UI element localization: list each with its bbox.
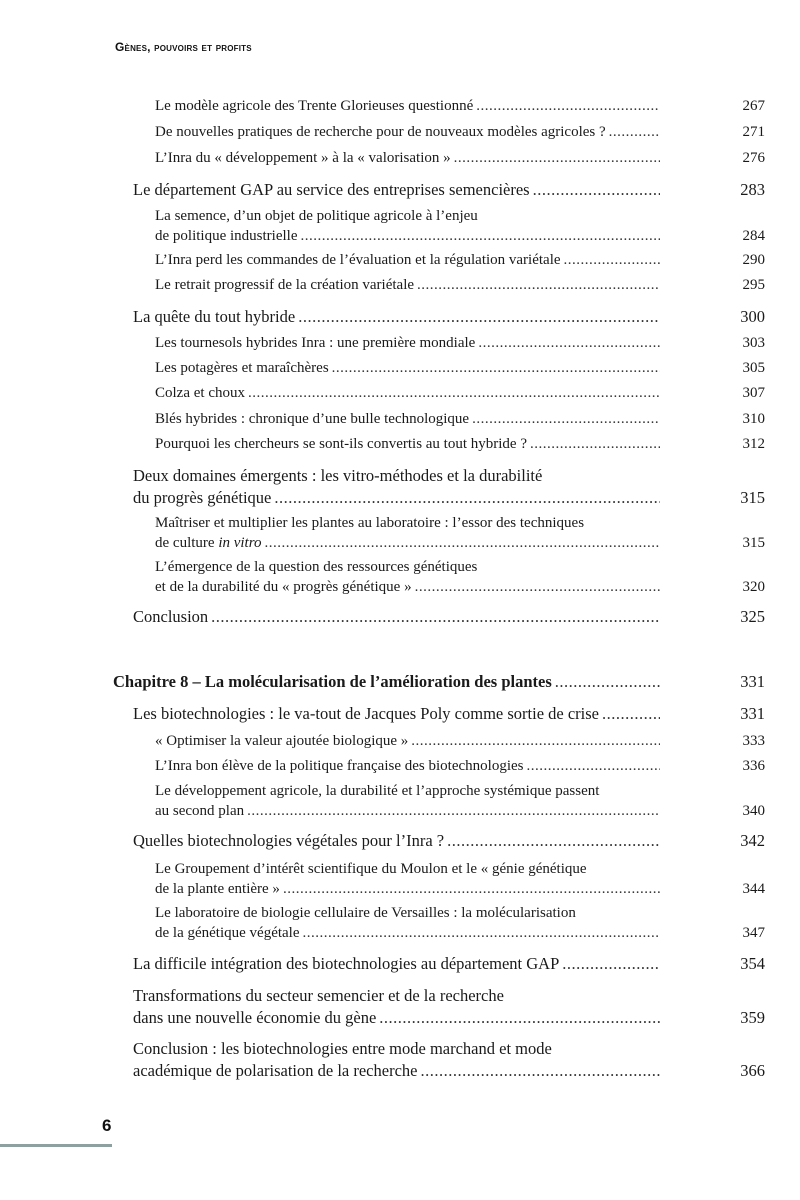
toc-entry-title-line: La difficile intégration des biotechnologies au département GAP [133, 954, 560, 973]
toc-page-number: 312 [742, 436, 765, 452]
toc-entry-title-line: Conclusion [133, 607, 209, 626]
toc-page-number: 284 [742, 228, 765, 244]
dot-leader [303, 923, 660, 943]
toc-page-number: 300 [740, 307, 765, 326]
toc-page-number: 344 [742, 881, 765, 897]
toc-entry-title-line: Le retrait progressif de la création variétale [155, 277, 415, 293]
toc-entry-title-line: Les potagères et maraîchères [155, 360, 329, 376]
dot-leader [526, 756, 660, 776]
toc-page-number: 359 [740, 1008, 765, 1027]
toc-entry-title-line: L’Inra bon élève de la politique française des biotechnologies [155, 758, 524, 774]
toc-page-number: 276 [742, 150, 765, 166]
toc-entry [155, 275, 765, 295]
toc-page-number: 336 [742, 758, 765, 774]
toc-entry [155, 250, 765, 270]
toc-entry-title-line: Conclusion : les biotechnologies entre mode marchand et mode [133, 1039, 552, 1058]
toc-entry-title-line: Quelles biotechnologies végétales pour l’Inra ? [133, 831, 445, 850]
toc-entry [133, 953, 765, 975]
dot-leader [533, 179, 660, 201]
toc-entry [155, 358, 765, 378]
toc-entry [155, 409, 765, 429]
toc-page-number: 307 [742, 385, 765, 401]
dot-leader [211, 606, 660, 628]
toc-entry-title-line: De nouvelles pratiques de recherche pour de nouveaux modèles agricoles ? [155, 124, 606, 140]
dot-leader [332, 358, 660, 378]
toc-entry [155, 731, 765, 751]
toc-entry [155, 513, 765, 553]
dot-leader [602, 703, 660, 725]
toc-entry [155, 333, 765, 353]
toc-entry-title-line: Deux domaines émergents : les vitro-méthodes et la durabilité [133, 466, 543, 485]
dot-leader [564, 250, 660, 270]
toc-entry [133, 703, 765, 725]
toc-entry [155, 206, 765, 246]
toc-entry-title-line: de culture in vitro [155, 535, 262, 551]
toc-page-number: 267 [742, 98, 765, 114]
toc-entry-title-line: « Optimiser la valeur ajoutée biologique » [155, 733, 409, 749]
toc-page-number: 333 [742, 733, 765, 749]
toc-entry [155, 96, 765, 116]
toc-entry-title-line: du progrès génétique [133, 488, 272, 507]
dot-leader [283, 879, 660, 899]
toc-entry-title-line: La quête du tout hybride [133, 307, 296, 326]
dot-leader [298, 306, 660, 328]
toc-page-number: 283 [740, 180, 765, 199]
dot-leader [247, 801, 660, 821]
toc-entry-title-line: Blés hybrides : chronique d’une bulle technologique [155, 411, 470, 427]
toc-entry [155, 434, 765, 454]
toc-page-number: 331 [740, 704, 765, 723]
toc-entry-title-line: Le développement agricole, la durabilité et l’approche systémique passent [155, 783, 600, 799]
toc-entry [155, 383, 765, 403]
dot-leader [562, 953, 660, 975]
dot-leader [609, 122, 660, 142]
toc-entry-title-line: dans une nouvelle économie du gène [133, 1008, 377, 1027]
toc-entry [133, 465, 765, 509]
toc-entry [133, 179, 765, 201]
toc-entry-title-line: Chapitre 8 – La molécularisation de l’amélioration des plantes [113, 672, 552, 691]
toc-page-number: 342 [740, 831, 765, 850]
toc-page-number: 347 [742, 925, 765, 941]
toc-entry [133, 985, 765, 1029]
toc-entry [133, 306, 765, 328]
dot-leader [478, 333, 660, 353]
dot-leader [555, 671, 660, 693]
toc-page-number: 315 [740, 488, 765, 507]
toc-entry-title-line: et de la durabilité du « progrès génétique » [155, 579, 412, 595]
toc-entry-title-line: Les tournesols hybrides Inra : une première mondiale [155, 335, 476, 351]
dot-leader [379, 1007, 660, 1029]
toc-entry [155, 903, 765, 943]
toc-page-number: 340 [742, 803, 765, 819]
running-head-text: Gènes, pouvoirs et profits [115, 40, 252, 54]
toc-entry [155, 122, 765, 142]
toc-entry-title-line: au second plan [155, 803, 245, 819]
toc-page-number: 271 [742, 124, 765, 140]
dot-leader [454, 148, 660, 168]
toc-entry [133, 606, 765, 628]
toc-entry [133, 830, 765, 852]
page-number: 6 [102, 1116, 112, 1135]
dot-leader [530, 434, 660, 454]
dot-leader [248, 383, 660, 403]
dot-leader [415, 577, 660, 597]
dot-leader [476, 96, 660, 116]
dot-leader [472, 409, 660, 429]
toc-page-number: 331 [740, 672, 765, 691]
toc-entry-title-line: Maîtriser et multiplier les plantes au laboratoire : l’essor des techniques [155, 515, 585, 531]
toc-page-number: 315 [742, 535, 765, 551]
toc-entry [155, 557, 765, 597]
toc-entry-title-line: Le Groupement d’intérêt scientifique du Moulon et le « génie génétique [155, 861, 587, 877]
toc-entry-title-line: L’Inra du « développement » à la « valorisation » [155, 150, 451, 166]
toc-entry [155, 781, 765, 821]
toc-entry [155, 756, 765, 776]
dot-leader [420, 1060, 660, 1082]
toc-entry-title-line: de la génétique végétale [155, 925, 300, 941]
dot-leader [411, 731, 660, 751]
toc-entry-title-line: L’Inra perd les commandes de l’évaluation et la régulation variétale [155, 252, 561, 268]
dot-leader [274, 487, 660, 509]
dot-leader [417, 275, 660, 295]
toc-entry [155, 859, 765, 899]
toc-page-number: 354 [740, 954, 765, 973]
dot-leader [447, 830, 660, 852]
toc-entry-title-line: Transformations du secteur semencier et de la recherche [133, 986, 504, 1005]
dot-leader [300, 226, 660, 246]
toc-page-number: 303 [742, 335, 765, 351]
toc-page-number: 366 [740, 1061, 765, 1080]
footer-rule [0, 1144, 112, 1147]
toc-entry-title-line: Le département GAP au service des entreprises semencières [133, 180, 530, 199]
toc-page-number: 325 [740, 607, 765, 626]
toc-entry [133, 1038, 765, 1082]
toc-entry-title-line: Le modèle agricole des Trente Glorieuses questionné [155, 98, 474, 114]
toc-entry [155, 148, 765, 168]
toc-entry-title-line: Le laboratoire de biologie cellulaire de Versailles : la molécularisation [155, 905, 576, 921]
toc-entry-title-line: de politique industrielle [155, 228, 298, 244]
toc-page-number: 305 [742, 360, 765, 376]
dot-leader [265, 533, 660, 553]
toc-entry-title-line: Les biotechnologies : le va-tout de Jacques Poly comme sortie de crise [133, 704, 599, 723]
toc-entry-title-line: Pourquoi les chercheurs se sont-ils convertis au tout hybride ? [155, 436, 527, 452]
toc-page-number: 295 [742, 277, 765, 293]
toc-chapter-entry [113, 671, 765, 693]
toc-entry-title-line: Colza et choux [155, 385, 245, 401]
toc-entry-title-line: de la plante entière » [155, 881, 280, 897]
toc-entry-title-line: L’émergence de la question des ressources génétiques [155, 559, 478, 575]
toc-page-number: 310 [742, 411, 765, 427]
toc-page-number: 290 [742, 252, 765, 268]
toc-page-number: 320 [742, 579, 765, 595]
toc-entry-title-line: académique de polarisation de la recherche [133, 1061, 418, 1080]
toc-entry-title-line: La semence, d’un objet de politique agricole à l’enjeu [155, 208, 478, 224]
